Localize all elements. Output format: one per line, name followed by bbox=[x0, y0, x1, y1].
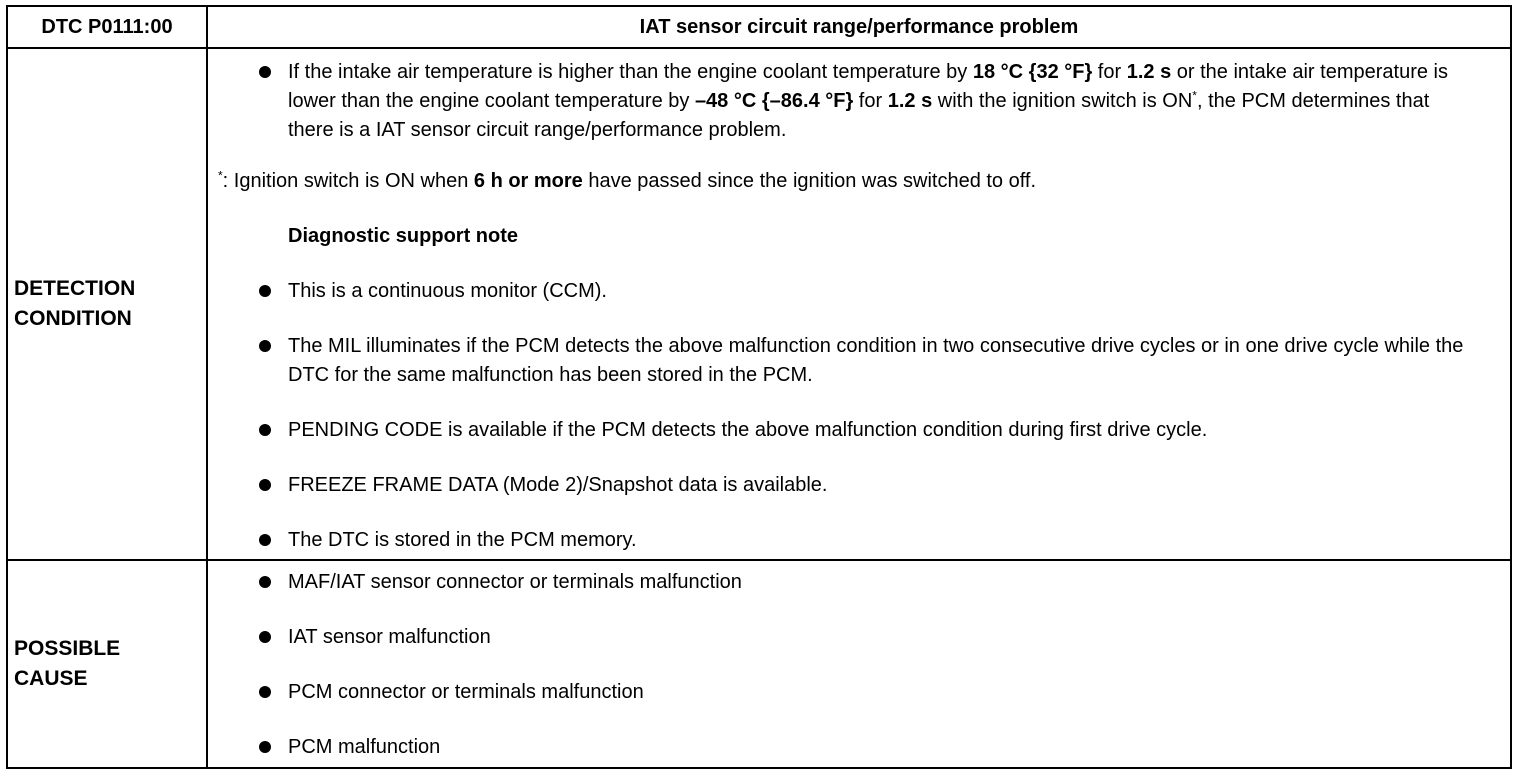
bullet-icon bbox=[259, 479, 271, 491]
support-item: The DTC is stored in the PCM memory. bbox=[208, 526, 1510, 555]
support-item: This is a continuous monitor (CCM). bbox=[208, 277, 1510, 306]
detection-row bbox=[7, 48, 1511, 560]
cause-item: MAF/IAT sensor connector or terminals malfunction bbox=[208, 568, 1510, 597]
condition-item: If the intake air temperature is higher than the engine coolant temperature by 18 °C {32 °F} for 1.2 s or the intake air temperature is lower than the engine coolant temperature by –48 °C {–86.4 °F} for 1.2 s with the ignition switch is ON*, the PCM determines that there is a IAT sensor circuit range/performance problem. bbox=[208, 58, 1510, 145]
bullet-icon bbox=[259, 631, 271, 643]
bullet-icon bbox=[259, 741, 271, 753]
cause-list bbox=[208, 568, 1510, 762]
footnote: *: Ignition switch is ON when 6 h or more have passed since the ignition was switched to off. bbox=[218, 168, 1037, 192]
support-item: The MIL illuminates if the PCM detects the above malfunction condition in two consecutive drive cycles or in one drive cycle while the DTC for the same malfunction has been stored in the PCM. bbox=[208, 332, 1510, 390]
bullet-icon bbox=[259, 285, 271, 297]
condition-list bbox=[208, 58, 1510, 145]
bullet-icon bbox=[259, 424, 271, 436]
header-row bbox=[7, 6, 1511, 48]
dtc-title: IAT sensor circuit range/performance problem bbox=[207, 6, 1511, 48]
bullet-icon bbox=[259, 534, 271, 546]
support-item: FREEZE FRAME DATA (Mode 2)/Snapshot data is available. bbox=[208, 471, 1510, 500]
detection-label: DETECTION CONDITION bbox=[7, 48, 207, 560]
bullet-icon bbox=[259, 340, 271, 352]
support-heading: Diagnostic support note bbox=[288, 225, 518, 247]
bullet-icon bbox=[259, 576, 271, 588]
cause-item: IAT sensor malfunction bbox=[208, 623, 1510, 652]
bullet-icon bbox=[259, 686, 271, 698]
cause-body bbox=[207, 560, 1511, 768]
cause-item: PCM connector or terminals malfunction bbox=[208, 678, 1510, 707]
bullet-icon bbox=[259, 66, 271, 78]
support-list bbox=[208, 277, 1510, 555]
dtc-code: DTC P0111:00 bbox=[7, 6, 207, 48]
dtc-table bbox=[6, 5, 1512, 769]
support-item: PENDING CODE is available if the PCM detects the above malfunction condition during first drive cycle. bbox=[208, 416, 1510, 445]
cause-label: POSSIBLE CAUSE bbox=[7, 560, 207, 768]
cause-row bbox=[7, 560, 1511, 768]
cause-item: PCM malfunction bbox=[208, 733, 1510, 762]
detection-body bbox=[207, 48, 1511, 560]
footnote-marker: * bbox=[1192, 88, 1197, 103]
